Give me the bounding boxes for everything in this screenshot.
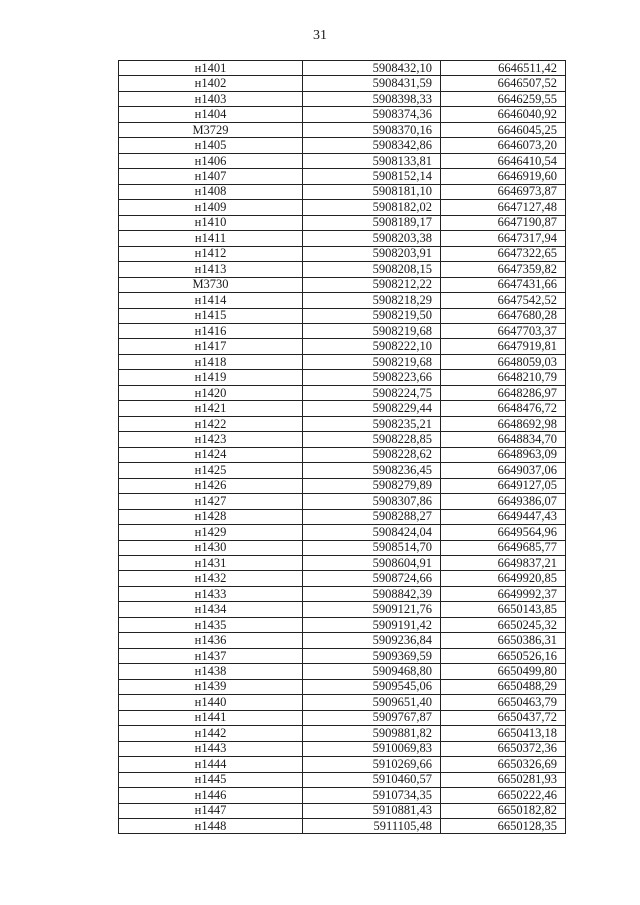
x-coordinate-cell: 5908370,16: [303, 122, 441, 137]
y-coordinate-cell: 6646045,25: [441, 122, 566, 137]
point-id-cell: н1438: [119, 664, 303, 679]
table-row: [119, 478, 566, 493]
page-number: 31: [313, 28, 327, 43]
point-id-cell: н1412: [119, 246, 303, 261]
table-row: [119, 818, 566, 833]
table-row: [119, 308, 566, 323]
table-row: [119, 277, 566, 292]
point-id-cell: н1439: [119, 679, 303, 694]
table-row: [119, 184, 566, 199]
point-id-cell: н1441: [119, 710, 303, 725]
table-row: [119, 262, 566, 277]
point-id-cell: н1427: [119, 494, 303, 509]
x-coordinate-cell: 5908212,22: [303, 277, 441, 292]
table-row: [119, 246, 566, 261]
point-id-cell: н1418: [119, 354, 303, 369]
point-id-cell: н1410: [119, 215, 303, 230]
table-row: [119, 695, 566, 710]
y-coordinate-cell: 6650143,85: [441, 602, 566, 617]
y-coordinate-cell: 6647703,37: [441, 323, 566, 338]
table-row: [119, 76, 566, 91]
x-coordinate-cell: 5908279,89: [303, 478, 441, 493]
table-row: [119, 122, 566, 137]
x-coordinate-cell: 5908288,27: [303, 509, 441, 524]
x-coordinate-cell: 5909881,82: [303, 726, 441, 741]
table-row: [119, 370, 566, 385]
x-coordinate-cell: 5908219,68: [303, 323, 441, 338]
x-coordinate-cell: 5908604,91: [303, 556, 441, 571]
point-id-cell: н1425: [119, 463, 303, 478]
table-row: [119, 323, 566, 338]
y-coordinate-cell: 6647317,94: [441, 231, 566, 246]
x-coordinate-cell: 5910734,35: [303, 788, 441, 803]
table-row: [119, 726, 566, 741]
point-id-cell: н1429: [119, 525, 303, 540]
y-coordinate-cell: 6647322,65: [441, 246, 566, 261]
table-row: [119, 772, 566, 787]
point-id-cell: н1408: [119, 184, 303, 199]
x-coordinate-cell: 5908219,68: [303, 354, 441, 369]
y-coordinate-cell: 6648692,98: [441, 416, 566, 431]
point-id-cell: н1440: [119, 695, 303, 710]
y-coordinate-cell: 6650526,16: [441, 648, 566, 663]
table-row: [119, 354, 566, 369]
x-coordinate-cell: 5908424,04: [303, 525, 441, 540]
x-coordinate-cell: 5908235,21: [303, 416, 441, 431]
table-row: [119, 679, 566, 694]
table-row: [119, 509, 566, 524]
x-coordinate-cell: 5909369,59: [303, 648, 441, 663]
point-id-cell: н1423: [119, 432, 303, 447]
x-coordinate-cell: 5908398,33: [303, 91, 441, 106]
table-row: [119, 556, 566, 571]
y-coordinate-cell: 6647919,81: [441, 339, 566, 354]
y-coordinate-cell: 6650488,29: [441, 679, 566, 694]
point-id-cell: н1426: [119, 478, 303, 493]
coordinates-table: [118, 60, 566, 834]
y-coordinate-cell: 6646507,52: [441, 76, 566, 91]
x-coordinate-cell: 5911105,48: [303, 818, 441, 833]
point-id-cell: М3730: [119, 277, 303, 292]
point-id-cell: н1403: [119, 91, 303, 106]
y-coordinate-cell: 6647680,28: [441, 308, 566, 323]
point-id-cell: н1447: [119, 803, 303, 818]
table-row: [119, 540, 566, 555]
x-coordinate-cell: 5908224,75: [303, 385, 441, 400]
point-id-cell: н1448: [119, 818, 303, 833]
point-id-cell: н1428: [119, 509, 303, 524]
point-id-cell: н1414: [119, 293, 303, 308]
x-coordinate-cell: 5908229,44: [303, 401, 441, 416]
y-coordinate-cell: 6649837,21: [441, 556, 566, 571]
y-coordinate-cell: 6646259,55: [441, 91, 566, 106]
x-coordinate-cell: 5908724,66: [303, 571, 441, 586]
table-row: [119, 169, 566, 184]
x-coordinate-cell: 5909121,76: [303, 602, 441, 617]
y-coordinate-cell: 6650222,46: [441, 788, 566, 803]
y-coordinate-cell: 6648210,79: [441, 370, 566, 385]
table-row: [119, 788, 566, 803]
y-coordinate-cell: 6649564,96: [441, 525, 566, 540]
x-coordinate-cell: 5908208,15: [303, 262, 441, 277]
table-row: [119, 432, 566, 447]
table-row: [119, 200, 566, 215]
y-coordinate-cell: 6646073,20: [441, 138, 566, 153]
table-row: [119, 463, 566, 478]
x-coordinate-cell: 5909468,80: [303, 664, 441, 679]
table-row: [119, 757, 566, 772]
y-coordinate-cell: 6647359,82: [441, 262, 566, 277]
point-id-cell: н1432: [119, 571, 303, 586]
x-coordinate-cell: 5909545,06: [303, 679, 441, 694]
y-coordinate-cell: 6646410,54: [441, 153, 566, 168]
y-coordinate-cell: 6646919,60: [441, 169, 566, 184]
y-coordinate-cell: 6649447,43: [441, 509, 566, 524]
x-coordinate-cell: 5908181,10: [303, 184, 441, 199]
point-id-cell: н1407: [119, 169, 303, 184]
y-coordinate-cell: 6650386,31: [441, 633, 566, 648]
table-row: [119, 401, 566, 416]
x-coordinate-cell: 5910881,43: [303, 803, 441, 818]
point-id-cell: М3729: [119, 122, 303, 137]
point-id-cell: н1413: [119, 262, 303, 277]
y-coordinate-cell: 6647190,87: [441, 215, 566, 230]
point-id-cell: н1437: [119, 648, 303, 663]
point-id-cell: н1404: [119, 107, 303, 122]
point-id-cell: н1445: [119, 772, 303, 787]
y-coordinate-cell: 6649920,85: [441, 571, 566, 586]
x-coordinate-cell: 5910460,57: [303, 772, 441, 787]
point-id-cell: н1401: [119, 61, 303, 76]
y-coordinate-cell: 6646040,92: [441, 107, 566, 122]
y-coordinate-cell: 6649992,37: [441, 586, 566, 601]
point-id-cell: н1409: [119, 200, 303, 215]
y-coordinate-cell: 6648286,97: [441, 385, 566, 400]
y-coordinate-cell: 6647542,52: [441, 293, 566, 308]
x-coordinate-cell: 5908431,59: [303, 76, 441, 91]
table-row: [119, 494, 566, 509]
x-coordinate-cell: 5909191,42: [303, 617, 441, 632]
x-coordinate-cell: 5908152,14: [303, 169, 441, 184]
table-row: [119, 633, 566, 648]
y-coordinate-cell: 6646511,42: [441, 61, 566, 76]
y-coordinate-cell: 6649685,77: [441, 540, 566, 555]
table-row: [119, 525, 566, 540]
x-coordinate-cell: 5908133,81: [303, 153, 441, 168]
x-coordinate-cell: 5909651,40: [303, 695, 441, 710]
x-coordinate-cell: 5909767,87: [303, 710, 441, 725]
x-coordinate-cell: 5908223,66: [303, 370, 441, 385]
table-row: [119, 91, 566, 106]
point-id-cell: н1419: [119, 370, 303, 385]
x-coordinate-cell: 5908219,50: [303, 308, 441, 323]
y-coordinate-cell: 6650326,69: [441, 757, 566, 772]
x-coordinate-cell: 5910269,66: [303, 757, 441, 772]
coordinates-table-body: [119, 61, 566, 834]
x-coordinate-cell: 5908514,70: [303, 540, 441, 555]
y-coordinate-cell: 6649127,05: [441, 478, 566, 493]
point-id-cell: н1411: [119, 231, 303, 246]
y-coordinate-cell: 6650281,93: [441, 772, 566, 787]
y-coordinate-cell: 6650128,35: [441, 818, 566, 833]
x-coordinate-cell: 5908342,86: [303, 138, 441, 153]
table-row: [119, 107, 566, 122]
point-id-cell: н1406: [119, 153, 303, 168]
table-row: [119, 215, 566, 230]
x-coordinate-cell: 5908189,17: [303, 215, 441, 230]
x-coordinate-cell: 5910069,83: [303, 741, 441, 756]
table-row: [119, 416, 566, 431]
table-row: [119, 153, 566, 168]
table-row: [119, 803, 566, 818]
point-id-cell: н1446: [119, 788, 303, 803]
y-coordinate-cell: 6649037,06: [441, 463, 566, 478]
table-row: [119, 138, 566, 153]
point-id-cell: н1416: [119, 323, 303, 338]
y-coordinate-cell: 6648059,03: [441, 354, 566, 369]
table-row: [119, 617, 566, 632]
y-coordinate-cell: 6650437,72: [441, 710, 566, 725]
point-id-cell: н1430: [119, 540, 303, 555]
x-coordinate-cell: 5908228,62: [303, 447, 441, 462]
y-coordinate-cell: 6647127,48: [441, 200, 566, 215]
point-id-cell: н1436: [119, 633, 303, 648]
table-row: [119, 447, 566, 462]
x-coordinate-cell: 5908222,10: [303, 339, 441, 354]
x-coordinate-cell: 5908203,91: [303, 246, 441, 261]
x-coordinate-cell: 5909236,84: [303, 633, 441, 648]
point-id-cell: н1444: [119, 757, 303, 772]
point-id-cell: н1422: [119, 416, 303, 431]
point-id-cell: н1442: [119, 726, 303, 741]
table-row: [119, 339, 566, 354]
point-id-cell: н1405: [119, 138, 303, 153]
y-coordinate-cell: 6649386,07: [441, 494, 566, 509]
table-row: [119, 710, 566, 725]
table-row: [119, 571, 566, 586]
point-id-cell: н1424: [119, 447, 303, 462]
point-id-cell: н1402: [119, 76, 303, 91]
y-coordinate-cell: 6650245,32: [441, 617, 566, 632]
y-coordinate-cell: 6648834,70: [441, 432, 566, 447]
table-row: [119, 741, 566, 756]
x-coordinate-cell: 5908374,36: [303, 107, 441, 122]
point-id-cell: н1433: [119, 586, 303, 601]
x-coordinate-cell: 5908236,45: [303, 463, 441, 478]
table-row: [119, 664, 566, 679]
y-coordinate-cell: 6650182,82: [441, 803, 566, 818]
point-id-cell: н1420: [119, 385, 303, 400]
y-coordinate-cell: 6648476,72: [441, 401, 566, 416]
y-coordinate-cell: 6650413,18: [441, 726, 566, 741]
x-coordinate-cell: 5908228,85: [303, 432, 441, 447]
x-coordinate-cell: 5908432,10: [303, 61, 441, 76]
y-coordinate-cell: 6648963,09: [441, 447, 566, 462]
point-id-cell: н1417: [119, 339, 303, 354]
point-id-cell: н1435: [119, 617, 303, 632]
x-coordinate-cell: 5908203,38: [303, 231, 441, 246]
point-id-cell: н1415: [119, 308, 303, 323]
table-row: [119, 602, 566, 617]
x-coordinate-cell: 5908842,39: [303, 586, 441, 601]
point-id-cell: н1421: [119, 401, 303, 416]
x-coordinate-cell: 5908218,29: [303, 293, 441, 308]
x-coordinate-cell: 5908182,02: [303, 200, 441, 215]
y-coordinate-cell: 6650463,79: [441, 695, 566, 710]
y-coordinate-cell: 6647431,66: [441, 277, 566, 292]
table-row: [119, 648, 566, 663]
y-coordinate-cell: 6646973,87: [441, 184, 566, 199]
table-row: [119, 61, 566, 76]
point-id-cell: н1443: [119, 741, 303, 756]
table-row: [119, 586, 566, 601]
table-row: [119, 231, 566, 246]
table-row: [119, 293, 566, 308]
table-row: [119, 385, 566, 400]
x-coordinate-cell: 5908307,86: [303, 494, 441, 509]
point-id-cell: н1434: [119, 602, 303, 617]
y-coordinate-cell: 6650372,36: [441, 741, 566, 756]
y-coordinate-cell: 6650499,80: [441, 664, 566, 679]
point-id-cell: н1431: [119, 556, 303, 571]
